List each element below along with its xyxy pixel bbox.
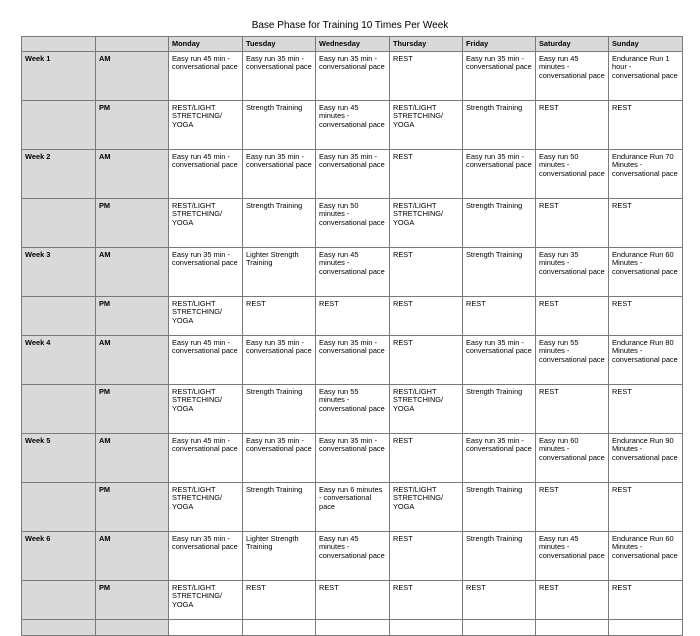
workout-cell-saturday: Easy run 50 minutes - conversational pace: [536, 150, 609, 199]
workout-cell-saturday: Easy run 45 minutes - conversational pace: [536, 52, 609, 101]
workout-cell-monday: Easy run 45 min - conversational pace: [169, 150, 243, 199]
table-row-week-6-pm: [22, 581, 683, 620]
session-label-pm: PM: [96, 385, 169, 434]
workout-cell-thursday: REST/LIGHT STRETCHING/ YOGA: [390, 199, 463, 248]
table-row-week-2-am: [22, 150, 683, 199]
workout-cell-friday: Easy run 35 min - conversational pace: [463, 150, 536, 199]
workout-cell-friday: Strength Training: [463, 532, 536, 581]
session-label-am: AM: [96, 336, 169, 385]
workout-cell-monday: REST/LIGHT STRETCHING/ YOGA: [169, 483, 243, 532]
week-label: Week 3: [22, 248, 96, 297]
workout-cell-wednesday: Easy run 45 minutes - conversational pace: [316, 532, 390, 581]
week-label-empty: [22, 199, 96, 248]
table-cell-empty: [390, 620, 463, 636]
workout-cell-wednesday: Easy run 45 minutes - conversational pace: [316, 101, 390, 150]
workout-cell-friday: REST: [463, 581, 536, 620]
header-row: [22, 37, 683, 52]
workout-cell-tuesday: Strength Training: [243, 385, 316, 434]
workout-cell-thursday: REST: [390, 581, 463, 620]
session-label-am: AM: [96, 52, 169, 101]
session-label-pm: PM: [96, 581, 169, 620]
header-saturday: Saturday: [536, 37, 609, 52]
workout-cell-friday: Strength Training: [463, 199, 536, 248]
workout-cell-monday: REST/LIGHT STRETCHING/ YOGA: [169, 297, 243, 336]
header-blank-week: [22, 37, 96, 52]
workout-cell-thursday: REST: [390, 52, 463, 101]
workout-cell-tuesday: Strength Training: [243, 101, 316, 150]
workout-cell-saturday: REST: [536, 297, 609, 336]
workout-cell-sunday: Endurance Run 1 hour - conversational pace: [609, 52, 683, 101]
table-cell-empty: [96, 620, 169, 636]
week-label: Week 1: [22, 52, 96, 101]
table-row-week-2-pm: [22, 199, 683, 248]
session-label-pm: PM: [96, 101, 169, 150]
page-title: Base Phase for Training 10 Times Per Week: [251, 20, 449, 31]
table-row-week-4-pm: [22, 385, 683, 434]
workout-cell-monday: Easy run 45 min - conversational pace: [169, 336, 243, 385]
session-label-am: AM: [96, 434, 169, 483]
workout-cell-friday: Strength Training: [463, 101, 536, 150]
header-wednesday: Wednesday: [316, 37, 390, 52]
workout-cell-saturday: REST: [536, 483, 609, 532]
table-cell-empty: [316, 620, 390, 636]
table-cell-empty: [169, 620, 243, 636]
workout-cell-saturday: REST: [536, 385, 609, 434]
table-row-week-6-am: [22, 532, 683, 581]
session-label-am: AM: [96, 532, 169, 581]
table-row-week-1-am: [22, 52, 683, 101]
workout-cell-friday: Easy run 35 min - conversational pace: [463, 52, 536, 101]
workout-cell-tuesday: Easy run 35 min - conversational pace: [243, 434, 316, 483]
workout-cell-thursday: REST: [390, 150, 463, 199]
workout-cell-monday: Easy run 45 min - conversational pace: [169, 52, 243, 101]
table-cell-empty: [609, 620, 683, 636]
week-label: Week 6: [22, 532, 96, 581]
workout-cell-wednesday: REST: [316, 581, 390, 620]
table-row-week-3-pm: [22, 297, 683, 336]
training-plan-table: [21, 36, 683, 636]
session-label-am: AM: [96, 150, 169, 199]
workout-cell-thursday: REST/LIGHT STRETCHING/ YOGA: [390, 101, 463, 150]
session-label-pm: PM: [96, 199, 169, 248]
workout-cell-wednesday: Easy run 50 minutes - conversational pace: [316, 199, 390, 248]
workout-cell-tuesday: Easy run 35 min - conversational pace: [243, 150, 316, 199]
session-label-am: AM: [96, 248, 169, 297]
workout-cell-tuesday: Easy run 35 min - conversational pace: [243, 52, 316, 101]
workout-cell-sunday: REST: [609, 297, 683, 336]
table-row-week-4-am: [22, 336, 683, 385]
table-row-week-1-pm: [22, 101, 683, 150]
training-plan-body: [22, 52, 683, 636]
workout-cell-wednesday: Easy run 35 min - conversational pace: [316, 52, 390, 101]
session-label-pm: PM: [96, 483, 169, 532]
header-blank-session: [96, 37, 169, 52]
table-row-week-5-am: [22, 434, 683, 483]
table-cell-empty: [536, 620, 609, 636]
workout-cell-thursday: REST: [390, 434, 463, 483]
workout-cell-friday: Strength Training: [463, 248, 536, 297]
workout-cell-wednesday: Easy run 35 min - conversational pace: [316, 150, 390, 199]
week-label-empty: [22, 297, 96, 336]
header-tuesday: Tuesday: [243, 37, 316, 52]
workout-cell-wednesday: Easy run 45 minutes - conversational pace: [316, 248, 390, 297]
workout-cell-sunday: Endurance Run 60 Minutes - conversational pace: [609, 532, 683, 581]
workout-cell-tuesday: Lighter Strength Training: [243, 532, 316, 581]
workout-cell-friday: REST: [463, 297, 536, 336]
week-label-empty: [22, 483, 96, 532]
workout-cell-saturday: Easy run 45 minutes - conversational pace: [536, 532, 609, 581]
workout-cell-friday: Easy run 35 min - conversational pace: [463, 434, 536, 483]
workout-cell-sunday: REST: [609, 199, 683, 248]
week-label: Week 4: [22, 336, 96, 385]
workout-cell-saturday: REST: [536, 199, 609, 248]
header-thursday: Thursday: [390, 37, 463, 52]
workout-cell-tuesday: Easy run 35 min - conversational pace: [243, 336, 316, 385]
workout-cell-sunday: Endurance Run 80 Minutes - conversational pace: [609, 336, 683, 385]
table-cell-empty: [22, 620, 96, 636]
table-cell-empty: [243, 620, 316, 636]
workout-cell-wednesday: Easy run 6 minutes - conversational pace: [316, 483, 390, 532]
workout-cell-sunday: Endurance Run 90 Minutes - conversational pace: [609, 434, 683, 483]
table-row-partial: [22, 620, 683, 636]
workout-cell-thursday: REST: [390, 532, 463, 581]
workout-cell-thursday: REST: [390, 297, 463, 336]
workout-cell-wednesday: Easy run 35 min - conversational pace: [316, 336, 390, 385]
workout-cell-monday: Easy run 35 min - conversational pace: [169, 532, 243, 581]
workout-cell-wednesday: Easy run 55 minutes - conversational pace: [316, 385, 390, 434]
week-label-empty: [22, 385, 96, 434]
workout-cell-monday: REST/LIGHT STRETCHING/ YOGA: [169, 385, 243, 434]
workout-cell-monday: REST/LIGHT STRETCHING/ YOGA: [169, 581, 243, 620]
workout-cell-saturday: REST: [536, 581, 609, 620]
workout-cell-thursday: REST: [390, 336, 463, 385]
session-label-pm: PM: [96, 297, 169, 336]
workout-cell-friday: Easy run 35 min - conversational pace: [463, 336, 536, 385]
workout-cell-wednesday: Easy run 35 min - conversational pace: [316, 434, 390, 483]
workout-cell-sunday: REST: [609, 581, 683, 620]
workout-cell-friday: Strength Training: [463, 483, 536, 532]
week-label-empty: [22, 581, 96, 620]
table-cell-empty: [463, 620, 536, 636]
header-monday: Monday: [169, 37, 243, 52]
header-friday: Friday: [463, 37, 536, 52]
workout-cell-tuesday: REST: [243, 581, 316, 620]
workout-cell-tuesday: REST: [243, 297, 316, 336]
workout-cell-sunday: REST: [609, 385, 683, 434]
workout-cell-tuesday: Lighter Strength Training: [243, 248, 316, 297]
week-label: Week 5: [22, 434, 96, 483]
workout-cell-saturday: Easy run 35 minutes - conversational pace: [536, 248, 609, 297]
workout-cell-monday: REST/LIGHT STRETCHING/ YOGA: [169, 199, 243, 248]
workout-cell-sunday: REST: [609, 101, 683, 150]
workout-cell-sunday: Endurance Run 60 Minutes - conversational pace: [609, 248, 683, 297]
week-label-empty: [22, 101, 96, 150]
workout-cell-thursday: REST: [390, 248, 463, 297]
week-label: Week 2: [22, 150, 96, 199]
workout-cell-wednesday: REST: [316, 297, 390, 336]
workout-cell-monday: REST/LIGHT STRETCHING/ YOGA: [169, 101, 243, 150]
workout-cell-monday: Easy run 35 min - conversational pace: [169, 248, 243, 297]
workout-cell-saturday: REST: [536, 101, 609, 150]
workout-cell-sunday: REST: [609, 483, 683, 532]
workout-cell-tuesday: Strength Training: [243, 199, 316, 248]
workout-cell-sunday: Endurance Run 70 Minutes - conversational pace: [609, 150, 683, 199]
table-row-week-3-am: [22, 248, 683, 297]
header-sunday: Sunday: [609, 37, 683, 52]
workout-cell-tuesday: Strength Training: [243, 483, 316, 532]
workout-cell-thursday: REST/LIGHT STRETCHING/ YOGA: [390, 385, 463, 434]
workout-cell-thursday: REST/LIGHT STRETCHING/ YOGA: [390, 483, 463, 532]
workout-cell-friday: Strength Training: [463, 385, 536, 434]
table-row-week-5-pm: [22, 483, 683, 532]
workout-cell-saturday: Easy run 60 minutes - conversational pace: [536, 434, 609, 483]
workout-cell-saturday: Easy run 55 minutes - conversational pace: [536, 336, 609, 385]
workout-cell-monday: Easy run 45 min - conversational pace: [169, 434, 243, 483]
